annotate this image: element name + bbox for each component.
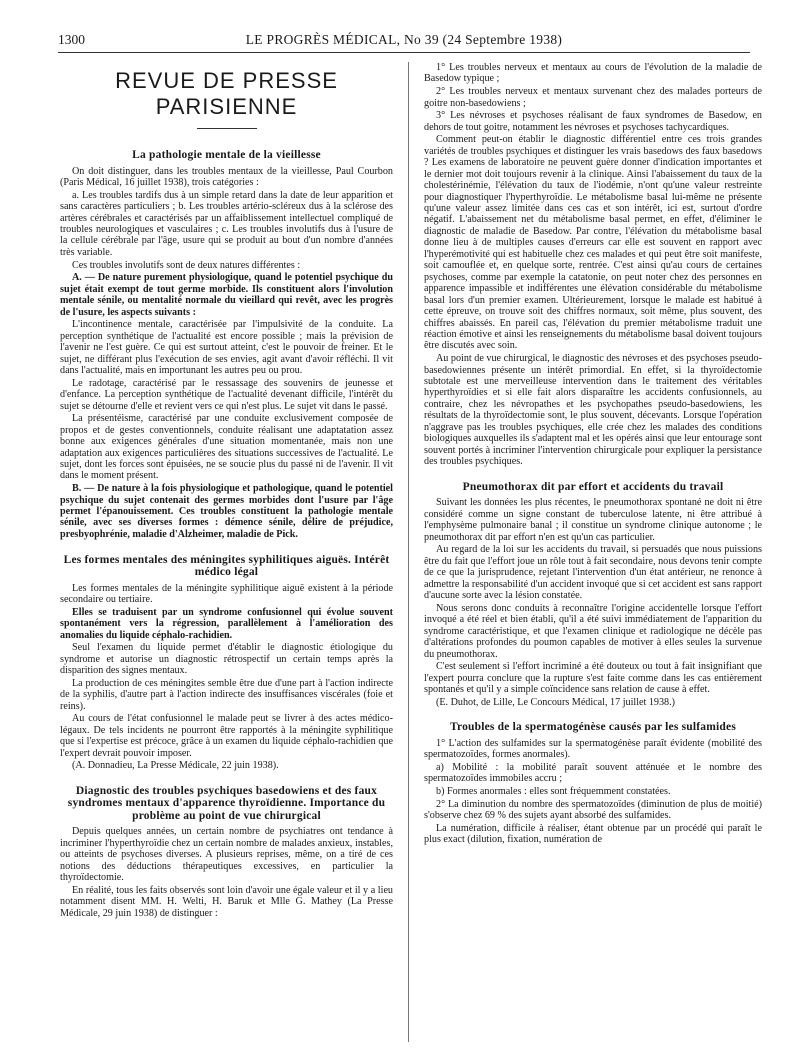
paragraph: A. — De nature purement physiologique, quand le potentiel psychique du sujet était exempt de tout germe morbide. Ils constituent alors l'involution mentale sénile, ou mentalité normale du vieillard qui revêt, avec les progrès de l'usure, les aspects suivants : [60,272,393,318]
paragraph: Ces troubles involutifs sont de deux natures différentes : [72,259,301,271]
article-title-pneumothorax: Pneumothorax dit par effort et accidents du travail [462,480,724,493]
paragraph: 1° L'action des sulfamides sur la spermatogénèse paraît évidente (mobilité des spermatozoïdes, formes anormales). [424,737,762,761]
paragraph: En réalité, tous les faits observés sont loin d'avoir une égale valeur et il y a lieu notamment disent MM. H. Welti, H. Baruk et Mlle G. Mathey (La Presse Médicale, 29 juin 1938) de distinguer : [60,884,393,919]
page-header [58,30,750,53]
paragraph: 3° Les névroses et psychoses réalisant de faux syndromes de Basedow, en dehors de tout goitre, notamment les névroses et psychoses tachycardiques. [424,110,762,133]
paragraph: C'est seulement si l'effort incriminé a été douteux ou tout à fait insignifiant que l'expert pourra conclure que la rupture s'est faite comme dans les cas entièrement spontanés et qu'il y a simple coïncidence sans relation de cause à effet. [424,661,762,696]
paragraph: L'incontinence mentale, caractérisée par l'impulsivité de la conduite. La perception synthétique de l'actualité est encore possible ; mais la prévision de l'avenir ne l'est guère. Ce qui est surtout atteint, c'est le pouvoir de freiner. Et le sujet, ne différant plus l'exécution de ses envies, agit avant d'avoir réfléchi. Il vit dans l'actualité, mais en importunant les autres peu ou prou. [60,319,393,376]
paragraph: Les formes mentales de la méningite syphilitique aiguë existent à la période secondaire ou tertiaire. [60,582,393,605]
citation: (E. Duhot, de Lille, Le Concours Médical, 17 juillet 1938.) [436,696,676,708]
paragraph: On doit distinguer, dans les troubles mentaux de la vieillesse, Paul Courbon (Paris Médical, 16 juillet 1938), trois catégories : [60,165,393,188]
column-divider [408,62,409,1042]
paragraph: a) Mobilité : la mobilité paraît souvent atténuée et le nombre des spermatozoïdes immobiles accru ; [424,761,762,785]
paragraph: b) Formes anormales : elles sont fréquemment constatées. [436,786,671,798]
paragraph: a. Les troubles tardifs dus à un simple retard dans la date de leur apparition et sans caractères particuliers ; b. Les troubles artério-scléreux dus à la sclérose des artères cérébrales et caractérisés par un affaiblissement intellectuel compliqué de troubles neurologiques et vasculaires ; c. Les troubles involutifs dus à l'usure de la cellule cérébrale par l'âge, usure qui se produit au bout d'un nombre d'années très variable. [60,189,393,258]
article-title-meningites: Les formes mentales des méningites syphilitiques aiguës. Intérêt médico légal [63,553,390,578]
paragraph: 1° Les troubles nerveux et mentaux au cours de l'évolution de la maladie de Basedow typique ; [424,62,762,85]
article-title-pathologie: La pathologie mentale de la vieillesse [132,149,321,161]
paragraph: Suivant les données les plus récentes, le pneumothorax spontané ne doit ni être considéré comme un signe constant de tuberculose latente, ni être attribué à l'emphysème pulmonaire banal ; il constitue un syndrome clinique autonome ; le pneumothorax dit par effort n'en est qu'un cas particulier. [424,497,762,543]
paragraph: La production de ces méningites semble être due d'une part à l'action indirecte de la syphilis, d'autre part à l'action indirecte des insuffisances viscérales (foie et reins). [60,677,393,712]
paragraph: Au point de vue chirurgical, le diagnostic des névroses et des psychoses pseudo-basedowiennes présente un intérêt primordial. En effet, si la thyroïdectomie subtotale est une merveilleuse intervention dans le traitement des véritables hyperthyroïdies et si elle fait alors disparaître les accidents confusionnels, au contraire, chez les névropathes et les psychopathes pseudo-basedowiens, les résultats de la thyroïdectomie sont, le plus souvent, décevants. Lorsque l'opération n'aggrave pas les troubles psychiques, elle crée chez les malades des conditions biologiques auxquelles ils s'adaptent mal et les opérés ainsi que leur entourage sont souvent portés à incriminer l'intervention chirurgicale pour expliquer la persistance des troubles psychiques. [424,353,762,468]
running-title: LE PROGRÈS MÉDICAL, No 39 (24 Septembre 1938) [245,32,563,47]
paragraph: La numération, difficile à réaliser, étant obtenue par un procédé qui paraît le plus exact (dilution, fixation, numération de [424,822,762,846]
section-title: REVUE DE PRESSE PARISIENNE [115,68,338,119]
paragraph: Elles se traduisent par un syndrome confusionnel qui évolue souvent spontanément vers la régression, parallèlement à l'amélioration des anomalies du liquide céphalo-rachidien. [60,606,393,641]
paragraph: La présentéisme, caractérisé par une conduite exclusivement composée de propos et de gestes conventionnels, conduite réalisant une adaptatation assez bonne aux exigences générales d'une situation momentanée, mais non une adaptation aux exigences particulières des situations successives de l'actualité. Le sujet, dont les forces sont épuisées, ne se soucie plus du passé ni de l'avenir. Il vit dans le moment présent. [60,413,393,482]
page-number: 1300 [58,32,85,47]
paragraph: Depuis quelques années, un certain nombre de psychiatres ont tendance à incriminer l'hyperthyroïdie chez un certain nombre de malades anxieux, instables, ou atteints de psychoses diverses. A plusieurs reprises, même, on a tiré de ces notions des déductions thérapeutiques excessives, en particulier la thyroïdectomie. [60,826,393,884]
paragraph: Au regard de la loi sur les accidents du travail, si persuadés que nous puissions être du fait que l'effort joue un rôle tout à fait secondaire, nous devons tenir compte de ce que la jurisprudence, rejetant l'intervention d'un état antérieur, ne renonce à admettre la responsabilité d'un accident invoqué que si cet accident est sans rapport d'aucune sorte avec la lésion constatée. [424,544,762,602]
paragraph: Nous serons donc conduits à reconnaître l'origine accidentelle lorsque l'effort invoqué a été réel et bien établi, qu'il a été suivi immédiatement de l'apparition du syndrome caractéristique, et que l'examen clinique et radiologique ne décèle pas d'altérations profondes du poumon capables de motiver à elles seules la survenue du pneumothorax. [424,602,762,660]
paragraph: Seul l'examen du liquide permet d'établir le diagnostic étiologique du syndrome et autorise un diagnostic rétrospectif un certain temps après la disparition des signes mentaux. [60,642,393,677]
article-title-basedow: Diagnostic des troubles psychiques basedowiens et des faux syndromes mentaux d'apparence thyroïdienne. Importance du problème au point de vue chirurgical [67,784,386,822]
article-title-sulfamides: Troubles de la spermatogénèse causés par les sulfamides [449,721,737,734]
paragraph: 2° La diminution du nombre des spermatozoïdes (diminution de plus de moitié) s'observe chez 69 % des sujets ayant absorbé des sulfamides. [424,798,762,822]
right-column [424,62,762,847]
paragraph: Au cours de l'état confusionnel le malade peut se livrer à des actes médico-légaux. De tels incidents ne pourront être rapportés à la méningite syphilitique que si l'expertise est précoce, grâce à un examen du liquide céphalo-rachidien que l'expert devrait pouvoir imposer. [60,713,393,759]
paragraph: 2° Les troubles nerveux et mentaux survenant chez des malades porteurs de goitre non-basedowiens ; [424,86,762,109]
paragraph: Le radotage, caractérisé par le ressassage des souvenirs de jeunesse et d'enfance. La perception synthétique de l'actualité devenant difficile, l'intérêt du sujet se détourne d'elle et revient vers ce qui n'est plus. Le sujet vit dans le passé. [60,377,393,412]
paragraph: Comment peut-on établir le diagnostic différentiel entre ces trois grandes variétés de troubles psychiques et distinguer les vrais basedows des faux basedows ? Les examens de laboratoire ne peuvent guère donner d'indication importantes et le dernier mot doit toujours revenir à la clinique. Ainsi l'abaissement du taux de la cholestérinémie, l'élévation du taux de l'iodémie, n'ont qu'une valeur restreinte pour diagnostiquer l'hyperthyroïdie. Le métabolisme basal lui-même ne présente qu'une valeur assez limitée dans ces cas et son intérêt, ici est, surtout d'ordre négatif. L'abaissement net du métabolisme basal permet, en effet, d'éliminer le diagnostic de maladie de Basedow. Par contre, l'élévation du métabolisme basal donne lieu à de multiples causes d'erreurs car elle est souvent en rapport avec l'hyperémotivité qui est habituelle chez ces malades et qui peut être soit manifeste, soit camouflée et, en quelque sorte, rentrée. C'est ainsi qu'au cours de certaines psychoses, comme par exemple la catatonie, on peut noter chez des personnes en apparence impassible et indifférentes une élévation considérable du métabolisme basal lors d'un premier examen. Ultérieurement, lorsque le malade est habitué à cette épreuve, on trouve soit des chiffres normaux, soit même, plus souvent, des chiffres abaissés. En pareil cas, l'élévation du premier métabolisme traduit une réaction émotive et ainsi les renseignements du métabolisme basal doivent toujours être discutés avec soin. [424,134,762,352]
paragraph: B. — De nature à la fois physiologique et pathologique, quand le potentiel psychique du sujet contenait des germes morbides dont l'usure par l'âge permet l'épanouissement. Ces troubles constituent la pathologie mentale sénile, avec ses diverses formes : démence sénile, délire de préjudice, presbyophrénie, maladie d'Alzheimer, maladie de Pick. [60,483,393,540]
title-rule [197,128,257,129]
citation: (A. Donnadieu, La Presse Médicale, 22 juin 1938). [72,760,279,772]
left-column [60,62,393,920]
